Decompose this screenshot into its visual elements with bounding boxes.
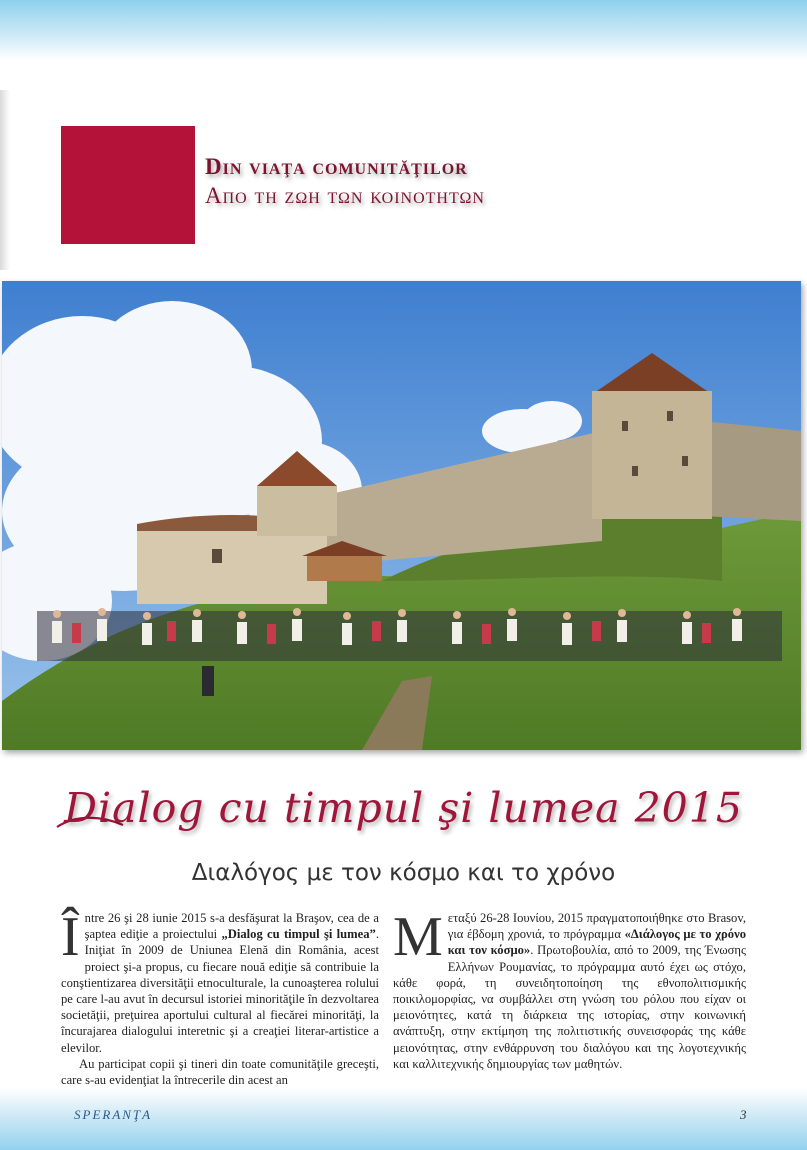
paragraph [393, 906, 746, 1072]
section-heading [205, 152, 485, 210]
text-run: εταξύ 26-28 Ιουνίου, 2015 πραγματοποιήθηκε στο Brasov, για έβδομη χρονιά, το πρόγραμμα [447, 911, 746, 942]
magazine-name: SPERANŢA [74, 1107, 153, 1122]
page-number: 3 [740, 1107, 747, 1122]
project-name: „Dialog cu timpul şi lumea” [221, 927, 376, 942]
section-heading-greek: Απο τη ζωη των κοινοτητων [205, 183, 485, 208]
section-color-block [61, 126, 195, 244]
article-subtitle: Διαλόγος με τον κόσμο και το χρόνο [191, 860, 616, 886]
drop-cap: Μ [393, 906, 443, 968]
page-edge-shadow [0, 90, 10, 270]
text-run: . Iniţiat în 2009 de Uniunea Elenă din România, acest proiect şi-a propus, cu fiecare nouă ediţie să contribuie la conştientizarea diversităţii etnoculturale, la cunoaşterea rolului pe care l-au avut în decursul istoriei minorităţile în dezvoltarea societăţii, preţuirea aportului cultural al fiecărei minorităţi, la încurajarea dialogului interetnic şi a creaţiei literar-artistice a elevilor. [61, 927, 379, 1055]
article-column-greek [393, 906, 746, 1072]
group-photo-fortress [2, 281, 801, 750]
project-name: «Διάλογος με το χρόνο και τον κόσμο» [447, 927, 746, 958]
paragraph: Au participat copii şi tineri din toate comunităţile greceşti, care s-au evidenţiat la întrecerile din acest an [61, 1056, 379, 1088]
text-run: . Πρωτοβουλία, από το 2009, της Ένωσης Ελλήνων Ρουμανίας, το πρόγραμμα αυτό έχει ως στόχο, κάθε φορά, τη συνειδητοποίηση της εθνοπολιτισμικής ποικιλομορφίας, να συμβάλλει στη γνώση του ρόλου που είχαν οι μειονότητες, κατά τη διάρκεια της ιστορίας, στην κοινωνική ανάπτυξη, στην εκτίμηση της πολιτιστικής συνεισφοράς της κάθε μειονότητας, στην ενθάρρυνση του διαλόγου και της λογοτεχνικής και καλλιτεχνικής δημιουργίας των μαθητών. [393, 943, 746, 1071]
paragraph [61, 906, 379, 1056]
drop-cap: Î [61, 906, 80, 968]
section-heading-romanian: Din viaţa comunităţilor [205, 154, 468, 179]
article-column-romanian [61, 906, 379, 1088]
text-run: ntre 26 şi 28 iunie 2015 s-a desfăşurat la Braşov, cea de a şaptea ediţie a proiectului [84, 911, 379, 942]
article-title: Dialog cu timpul şi lumea 2015 [64, 784, 743, 832]
top-gradient-band [0, 0, 807, 60]
